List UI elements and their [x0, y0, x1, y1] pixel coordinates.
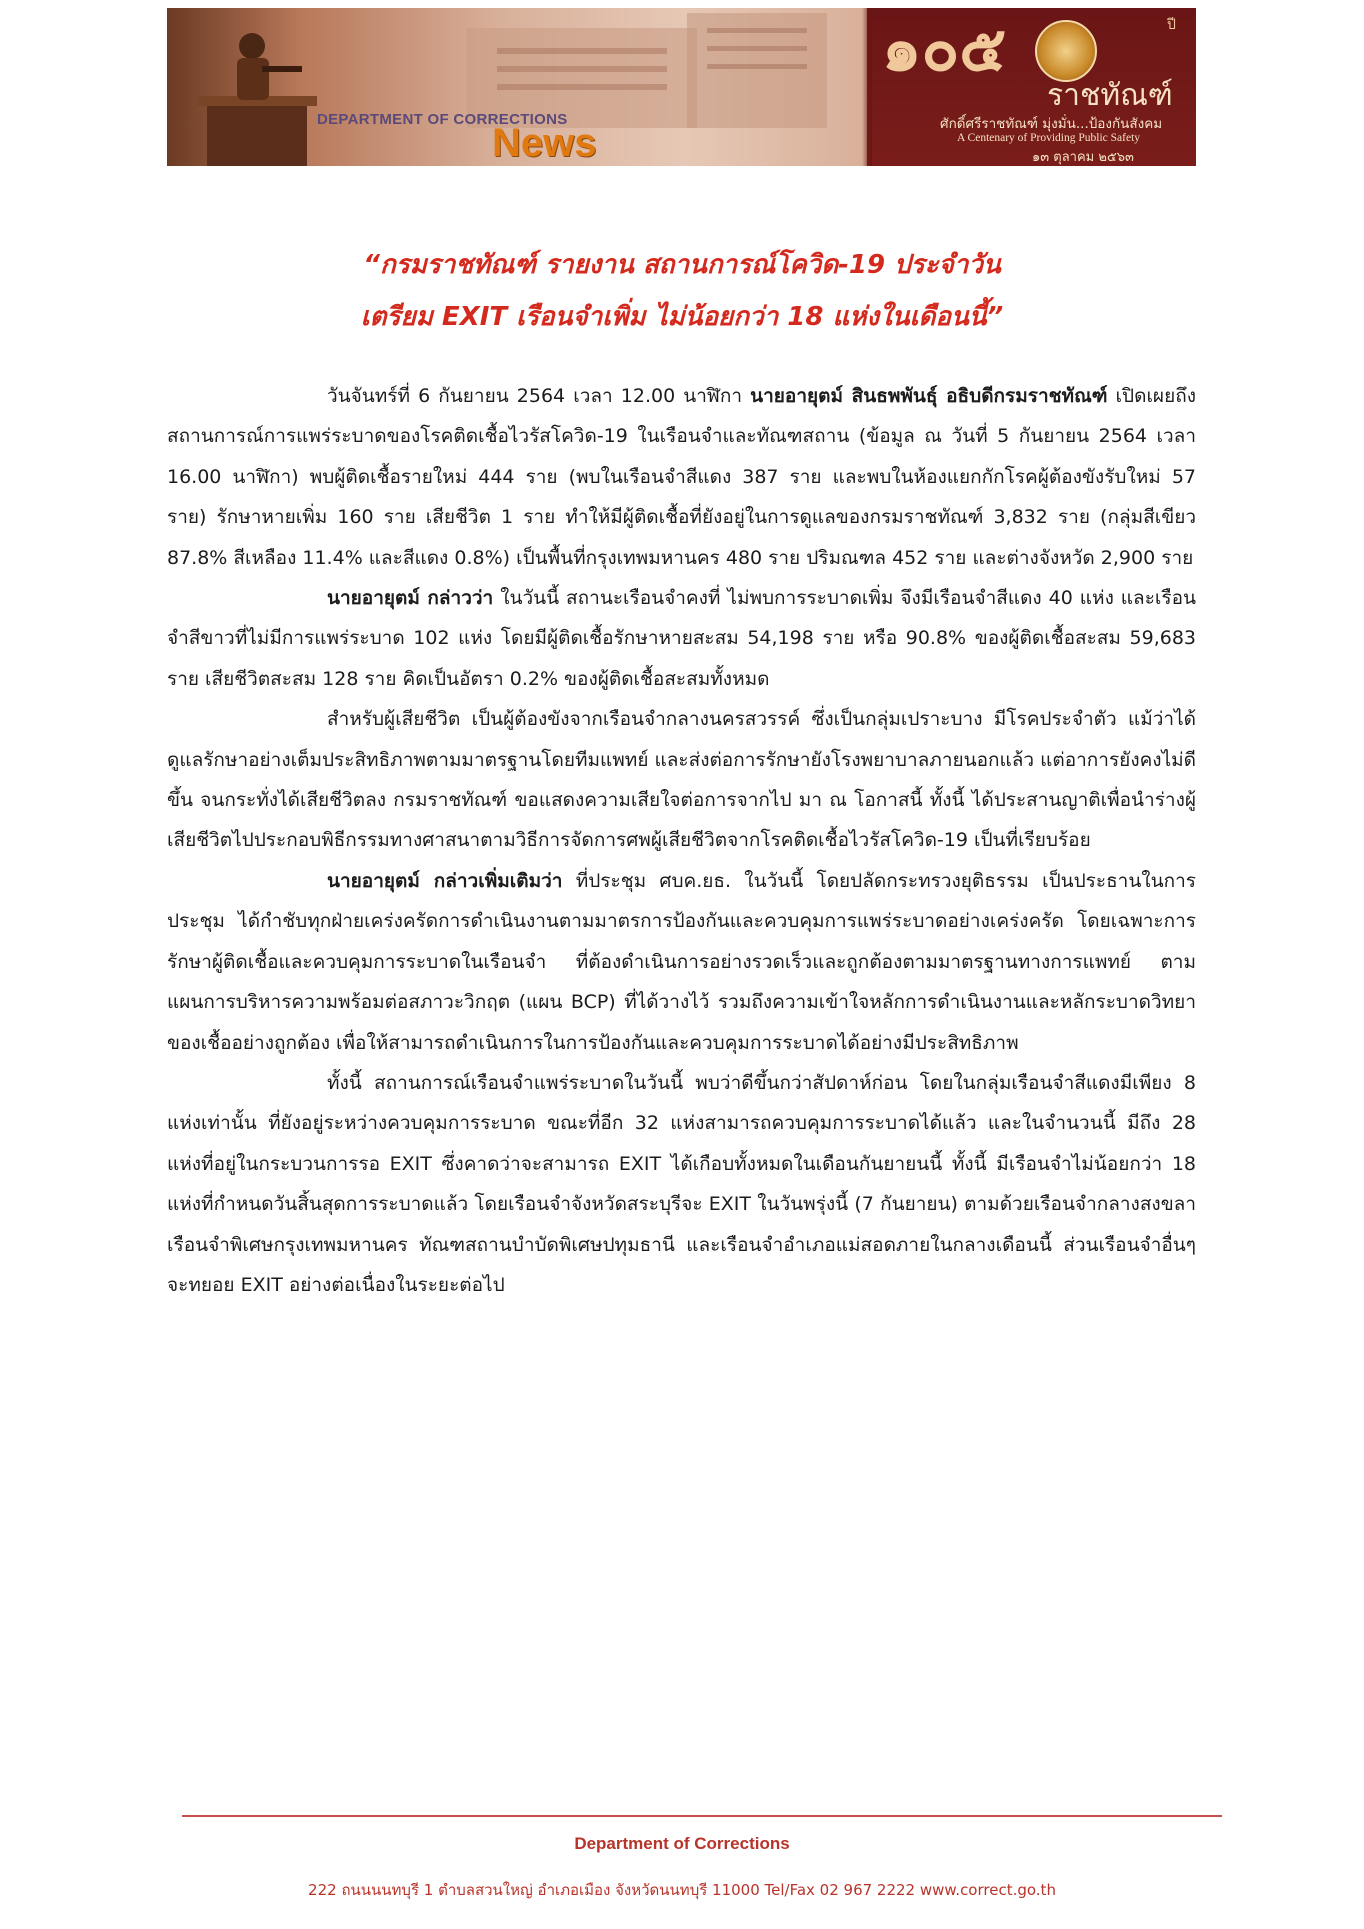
footer-department: Department of Corrections — [574, 1834, 790, 1853]
article-body — [167, 376, 1196, 1305]
footer-divider — [182, 1815, 1222, 1817]
speaker-lead-2: นายอายุตม์ กล่าวเพิ่มเติมว่า — [327, 869, 563, 892]
director-name: นายอายุตม์ สินธพพันธุ์ อธิบดีกรมราชทัณฑ์ — [750, 385, 1108, 407]
paragraph-5: ทั้งนี้ สถานการณ์เรือนจำแพร่ระบาดในวันนี้ พบว่าดีขึ้นกว่าสัปดาห์ก่อน โดยในกลุ่มเรือนจำสีแดงมีเพียง 8 แห่งเท่านั้น ที่ยังอยู่ระหว่างควบคุมการระบาด ขณะที่อีก 32 แห่งสามารถควบคุมการระบาดได้แล้ว และในจำนวนนี้ มีถึง 28 แห่งที่อยู่ในกระบวนการรอ EXIT ซึ่งคาดว่าจะสามารถ EXIT ได้เกือบทั้งหมดในเดือนกันยายนนี้ ทั้งนี้ มีเรือนจำไม่น้อยกว่า 18 แห่งที่กำหนดวันสิ้นสุดการระบาดแล้ว โดยเรือนจำจังหวัดสระบุรีจะ EXIT ในวันพรุ่งนี้ (7 กันยายน) ตามด้วยเรือนจำกลางสงขลา เรือนจำพิเศษกรุงเทพมหานคร ทัณฑสถานบำบัดพิเศษปทุมธานี และเรือนจำอำเภอแม่สอดภายในกลางเดือนนี้ ส่วนเรือนจำอื่นๆ จะทยอย EXIT อย่างต่อเนื่องในระยะต่อไป — [167, 1071, 1196, 1296]
anniversary-numerals: ๑๐๕ — [882, 12, 1007, 85]
logo-date: ๑๓ ตุลาคม ๒๕๖๓ — [1032, 150, 1134, 165]
paragraph-4: นายอายุตม์ กล่าวเพิ่มเติมว่า ที่ประชุม ศบค.ยธ. ในวันนี้ โดยปลัดกระทรวงยุติธรรม เป็นประธานในการประชุม ได้กำชับทุกฝ่ายเคร่งครัดการดำเนินงานตามมาตรการป้องกันและควบคุมการแพร่ระบาดอย่างเคร่งครัด โดยเฉพาะการรักษาผู้ติดเชื้อและควบคุมการระบาดในเรือนจำ ที่ต้องดำเนินการอย่างรวดเร็วและถูกต้องตามมาตรฐานทางการแพทย์ ตามแผนการบริหารความพร้อมต่อสภาวะวิกฤต (แผน BCP) ที่ได้วางไว้ รวมถึงความเข้าใจหลักการดำเนินงานและหลักระบาดวิทยาของเชื้ออย่างถูกต้อง เพื่อให้สามารถดำเนินการในการป้องกันและควบคุมการระบาดได้อย่างมีประสิทธิภาพ — [167, 869, 1196, 1054]
footer-address: 222 ถนนนนทบุรี 1 ตำบลสวนใหญ่ อำเภอเมือง จังหวัดนนทบุรี 11000 Tel/Fax 02 967 2222 www.correct.go.th — [308, 1881, 1056, 1899]
logo-slogan-thai: ศักดิ์ศรีราชทัณฑ์ มุ่งมั่น...ป้องกันสังคม — [940, 116, 1163, 132]
logo-slogan-english: A Centenary of Providing Public Safety — [957, 132, 1141, 144]
speaker-lead: นายอายุตม์ กล่าวว่า — [327, 587, 494, 610]
anniversary-year-label: ปี — [1167, 17, 1176, 33]
header-banner — [167, 8, 1196, 166]
paragraph-2: นายอายุตม์ กล่าวว่า ในวันนี้ สถานะเรือนจำคงที่ ไม่พบการระบาดเพิ่ม จึงมีเรือนจำสีแดง 40 แห่ง และเรือนจำสีขาวที่ไม่มีการแพร่ระบาด 102 แห่ง โดยมีผู้ติดเชื้อรักษาหายสะสม 54,198 ราย หรือ 90.8% ของผู้ติดเชื้อสะสม 59,683 ราย เสียชีวิตสะสม 128 ราย คิดเป็นอัตรา 0.2% ของผู้ติดเชื้อสะสมทั้งหมด — [167, 587, 1196, 690]
logo-department-name: ราชทัณฑ์ — [1047, 78, 1173, 113]
headline-line-2: เตรียม EXIT เรือนจำเพิ่ม ไม่น้อยกว่า 18 แห่งในเดือนนี้” — [360, 302, 1004, 332]
paragraph-1: วันจันทร์ที่ 6 กันยายน 2564 เวลา 12.00 นาฬิกา นายอายุตม์ สินธพพันธุ์ อธิบดีกรมราชทัณฑ์ เปิดเผยถึงสถานการณ์การแพร่ระบาดของโรคติดเชื้อไวรัสโควิด-19 ในเรือนจำและทัณฑสถาน (ข้อมูล ณ วันที่ 5 กันยายน 2564 เวลา 16.00 นาฬิกา) พบผู้ติดเชื้อรายใหม่ 444 ราย (พบในเรือนจำสีแดง 387 ราย และพบในห้องแยกกักโรคผู้ต้องขังรับใหม่ 57 ราย) รักษาหายเพิ่ม 160 ราย เสียชีวิต 1 ราย ทำให้มีผู้ติดเชื้อที่ยังอยู่ในการดูแลของกรมราชทัณฑ์ 3,832 ราย (กลุ่มสีเขียว 87.8% สีเหลือง 11.4% และสีแดง 0.8%) เป็นพื้นที่กรุงเทพมหานคร 480 ราย ปริมณฑล 452 ราย และต่างจังหวัด 2,900 ราย — [167, 385, 1196, 569]
banner-news-wordmark: News — [492, 121, 597, 165]
banner-department-text: DEPARTMENT OF CORRECTIONS — [317, 111, 568, 128]
headline-line-1: “กรมราชทัณฑ์ รายงาน สถานการณ์โควิด-19 ประจำวัน — [363, 250, 1001, 280]
paragraph-3: สำหรับผู้เสียชีวิต เป็นผู้ต้องขังจากเรือนจำกลางนครสวรรค์ ซึ่งเป็นกลุ่มเปราะบาง มีโรคประจำตัว แม้ว่าได้ดูแลรักษาอย่างเต็มประสิทธิภาพตามมาตรฐานโดยทีมแพทย์ และส่งต่อการรักษายังโรงพยาบาลภายนอกแล้ว แต่อาการยังคงไม่ดีขึ้น จนกระทั่งได้เสียชีวิตลง กรมราชทัณฑ์ ขอแสดงความเสียใจต่อการจากไป มา ณ โอกาสนี้ ทั้งนี้ ได้ประสานญาติเพื่อนำร่างผู้เสียชีวิตไปประกอบพิธีกรรมทางศาสนาตามวิธีการจัดการศพผู้เสียชีวิตจากโรคติดเชื้อไวรัสโควิด-19 เป็นที่เรียบร้อย — [167, 708, 1196, 852]
